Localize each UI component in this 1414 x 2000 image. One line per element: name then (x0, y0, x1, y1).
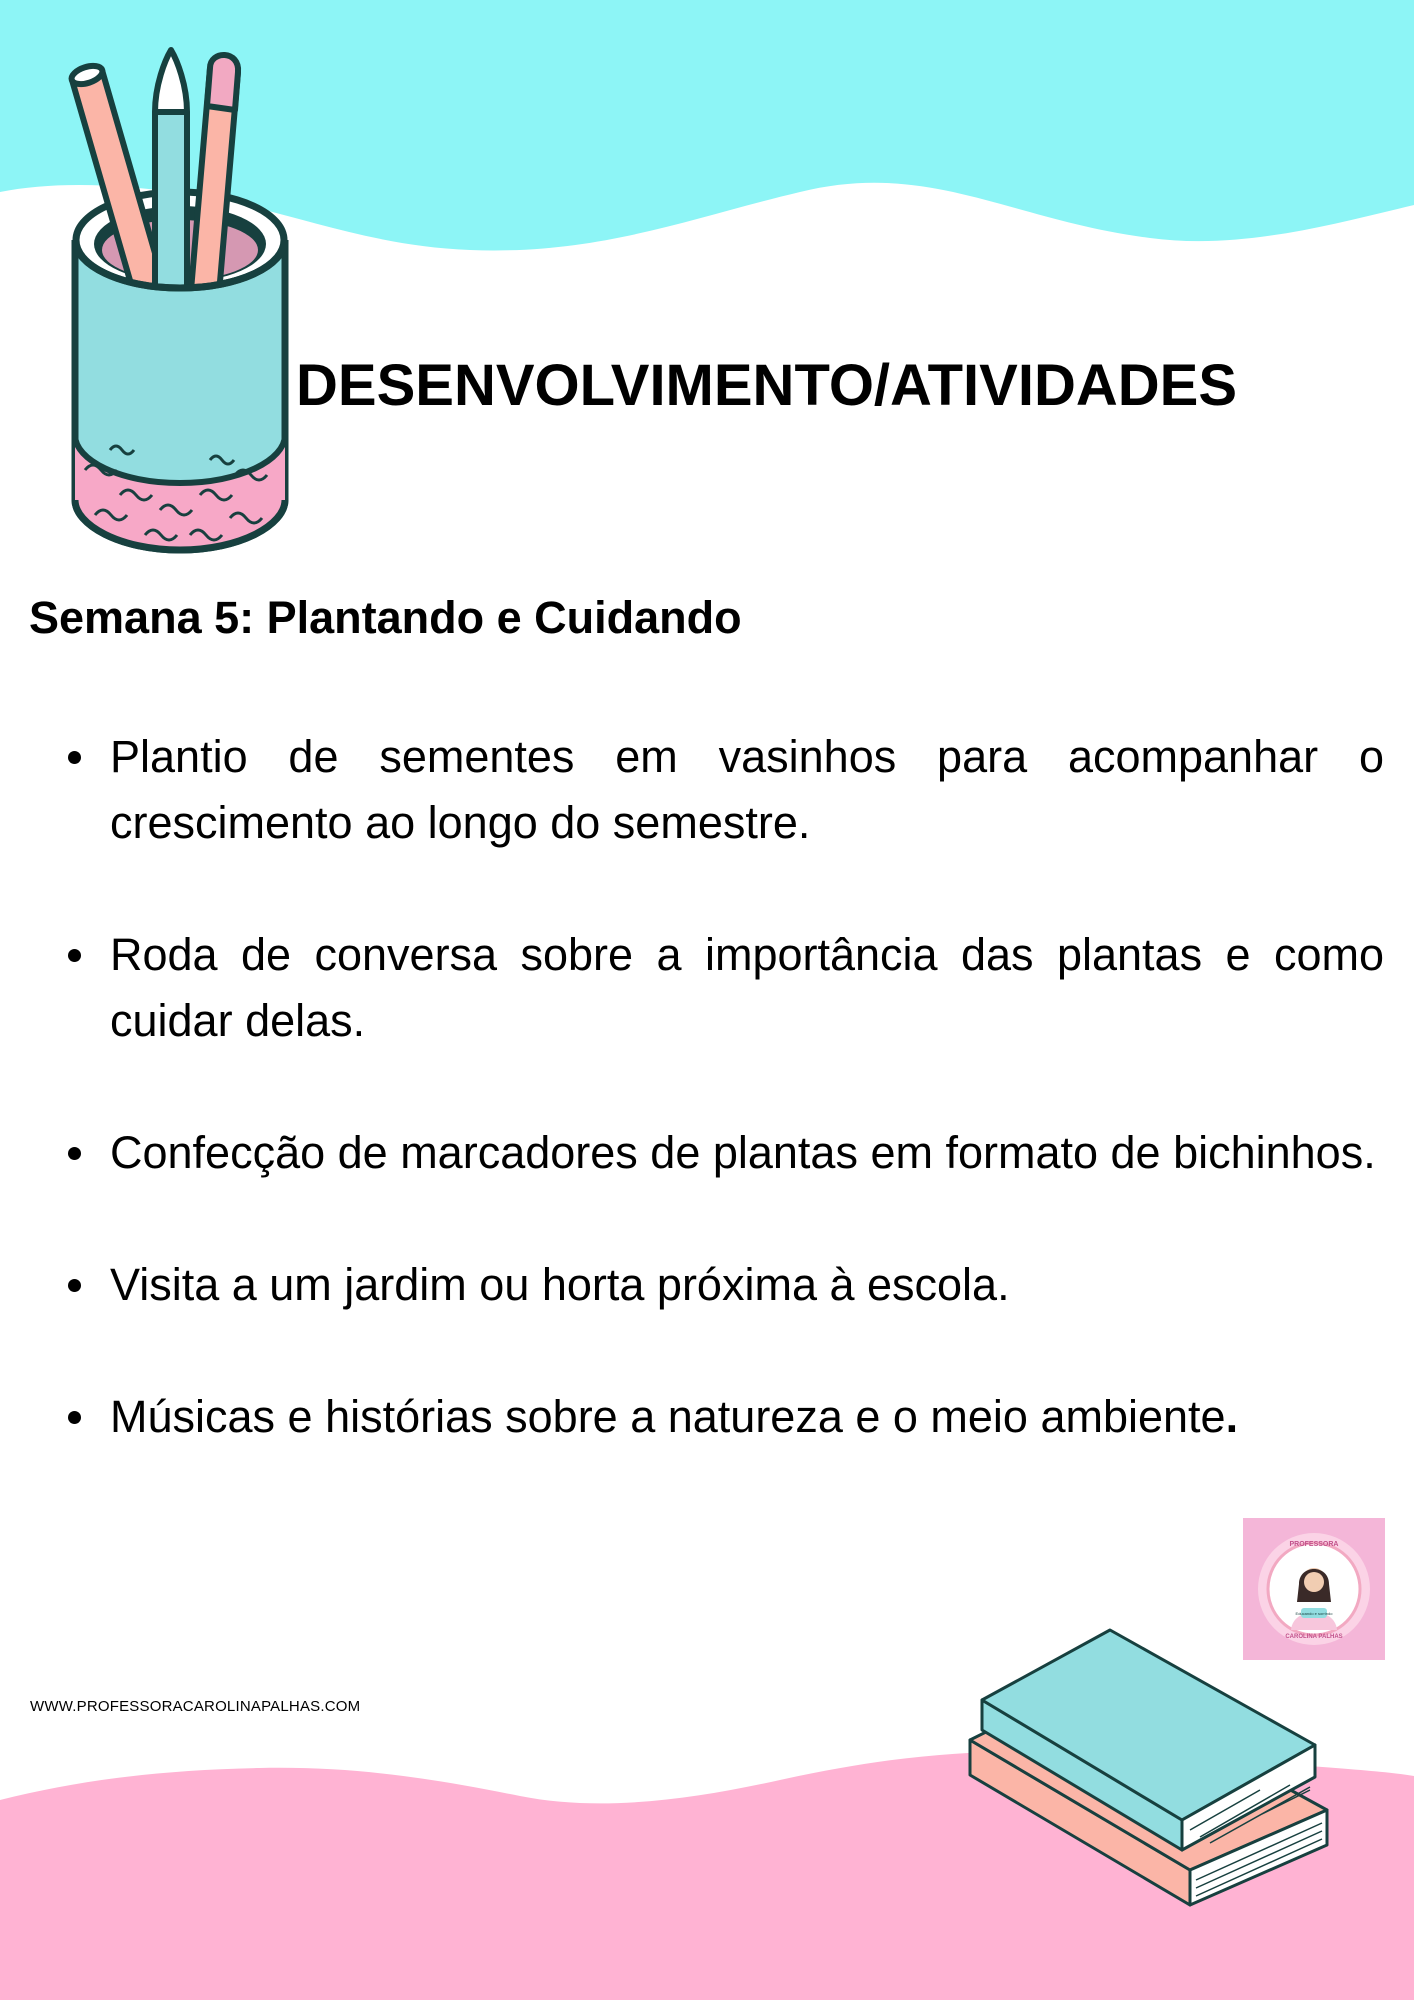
avatar-top-label: PROFESSORA (1289, 1541, 1339, 1548)
page-title: DESENVOLVIMENTO/ATIVIDADES (296, 353, 1237, 418)
bullet-icon (68, 1411, 81, 1424)
bullet-icon (68, 1147, 81, 1160)
list-item-text-main: Músicas e histórias sobre a natureza e o meio ambiente (110, 1391, 1226, 1442)
list-item-end-mark: . (1225, 1391, 1239, 1442)
list-item-text: Confecção de marcadores de plantas em formato de bichinhos. (110, 1127, 1376, 1178)
avatar-bottom-label: CAROLINA PALHAS (1285, 1634, 1343, 1640)
activity-list (110, 724, 1384, 1450)
list-item (110, 1120, 1384, 1186)
list-item (110, 1252, 1384, 1318)
list-item (110, 1384, 1384, 1450)
section-title: Semana 5: Plantando e Cuidando (29, 592, 742, 643)
bullet-icon (68, 1279, 81, 1292)
avatar-middle-label: Educando e sorrindo (1295, 1611, 1333, 1616)
list-item (110, 724, 1384, 856)
pencil-cup-icon (60, 40, 300, 560)
bullet-icon (68, 751, 81, 764)
stacked-books-icon (960, 1625, 1343, 1915)
bullet-icon (68, 949, 81, 962)
list-item-text (110, 1384, 1384, 1450)
list-item-text: Visita a um jardim ou horta próxima à escola. (110, 1259, 1010, 1310)
website-url: WWW.PROFESSORACAROLINAPALHAS.COM (30, 1698, 361, 1715)
list-item (110, 922, 1384, 1054)
list-item-text: Plantio de sementes em vasinhos para acompanhar o crescimento ao longo do semestre. (110, 731, 1384, 848)
list-item-text: Roda de conversa sobre a importância das plantas e como cuidar delas. (110, 929, 1384, 1046)
